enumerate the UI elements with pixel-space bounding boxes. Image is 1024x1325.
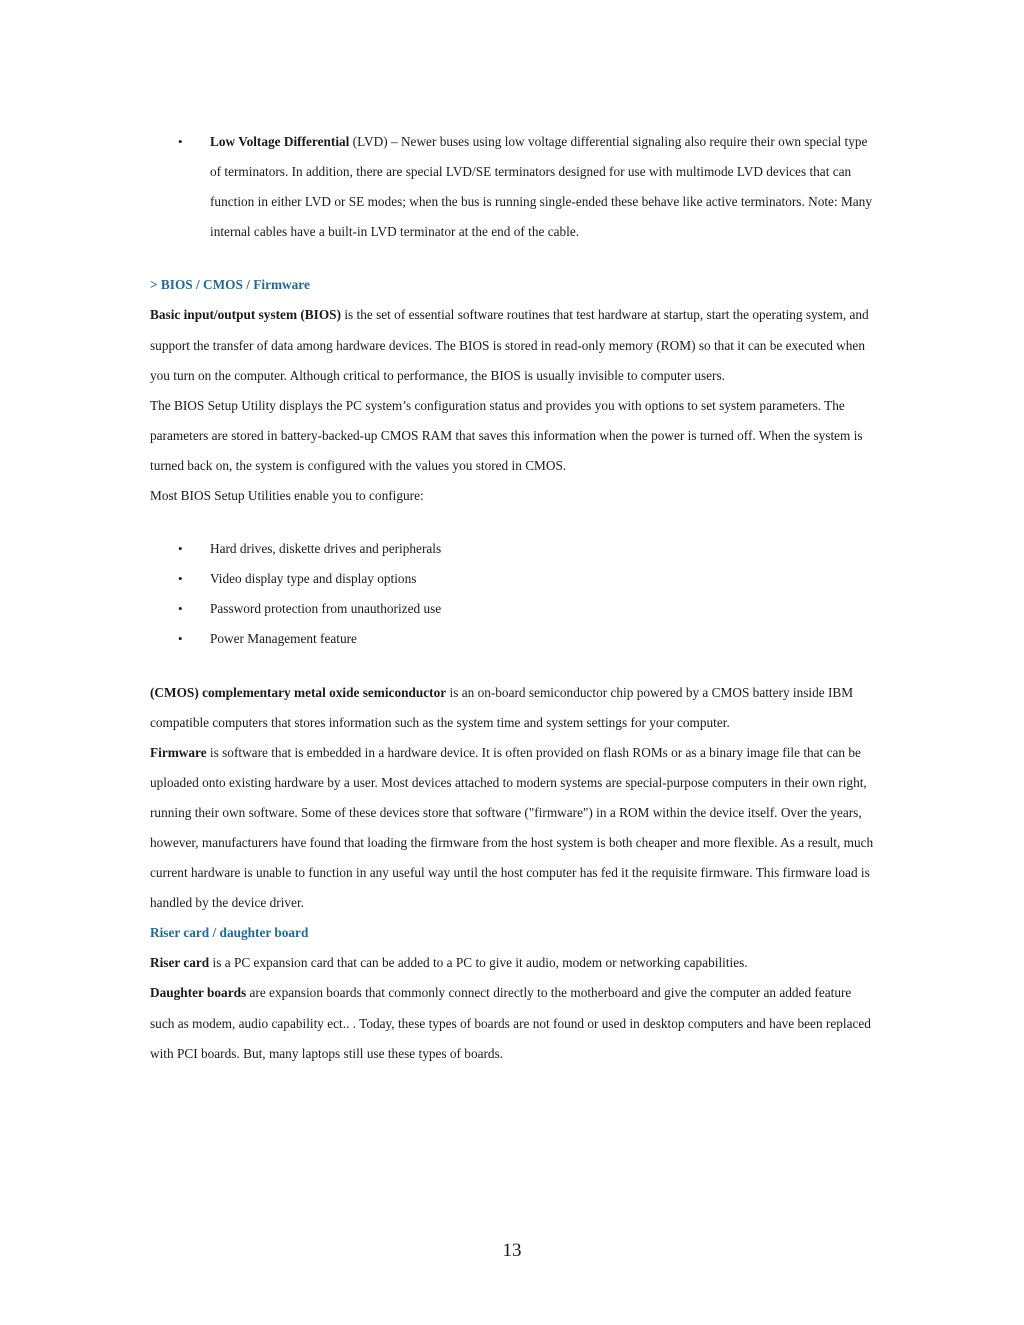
bios-configure-intro: Most BIOS Setup Utilities enable you to configure: [150,488,424,504]
bullet-icon: • [178,541,183,557]
configure-item-text: Password protection from unauthorized use [210,601,442,617]
lvd-term: Low Voltage Differential [210,134,350,149]
document-page [150,127,874,1069]
bios-setup-paragraph: The BIOS Setup Utility displays the PC system’s configuration status and provides you with options to set system parameters. The parameters are stored in battery-backed-up CMOS RAM that saves this information when the power is turned off. When the system is turned back on, the system is configured with the values you stored in CMOS. [150,397,863,473]
bullet-icon: • [178,571,183,587]
daughter-definition [150,978,874,1068]
daughter-term: Daughter boards [150,985,247,1001]
configure-item [150,594,874,624]
riser-term: Riser card [150,955,210,971]
configure-item [150,564,874,594]
lvd-bullet [150,127,874,247]
cmos-text: is an on-board semiconductor chip powered by a CMOS battery inside IBM compatible computers that stores information such as the system time and system settings for your computer. [150,684,854,730]
firmware-definition [150,738,874,919]
configure-item-text: Video display type and display options [210,571,417,587]
page-number: 13 [502,1240,522,1261]
lvd-text: (LVD) – Newer buses using low voltage differential signaling also require their own special type of terminators. In addition, there are special LVD/SE terminators designed for use with multimode LVD devices that can function in either LVD or SE modes; when the bus is running single-ended these behave like active terminators. Note: Many internal cables have a built-in LVD terminator at the end of the cable. [210,134,872,240]
bullet-icon: • [178,134,183,149]
firmware-text: is software that is embedded in a hardware device. It is often provided on flash ROMs or as a binary image file that can be uploaded onto existing hardware by a user. Most devices attached to modern systems are special-purpose computers in their own right, running their own software. Some of these devices store that software ("firmware") in a ROM within the device itself. Over the years, however, manufacturers have found that loading the firmware from the host system is both cheaper and more flexible. As a result, much current hardware is unable to function in any useful way until the host computer has fed it the requisite firmware. This firmware load is handled by the device driver. [150,744,874,911]
bullet-icon: • [178,601,183,617]
riser-text: is a PC expansion card that can be added to a PC to give it audio, modem or networking capabilities. [209,955,748,971]
daughter-text: are expansion boards that commonly connect directly to the motherboard and give the computer an added feature such as modem, audio capability ect.. . Today, these types of boards are not found or used in desktop computers and have been replaced with PCI boards. But, many laptops still use these types of boards. [150,985,871,1061]
configure-item-text: Power Management feature [210,631,357,647]
configure-item [150,624,874,654]
bios-term: Basic input/output system (BIOS) [150,307,341,323]
configure-item-text: Hard drives, diskette drives and peripherals [210,541,442,557]
cmos-term: (CMOS) complementary metal oxide semiconductor [150,684,447,700]
riser-definition [150,948,874,978]
bullet-icon: • [178,631,183,647]
cmos-definition [150,678,874,738]
bios-definition [150,300,874,390]
configure-item [150,534,874,564]
bios-section-heading: > BIOS / CMOS / Firmware [150,277,310,293]
firmware-term: Firmware [150,744,207,760]
riser-section-heading: Riser card / daughter board [150,925,309,941]
bios-text: is the set of essential software routines that test hardware at startup, start the operating system, and support the transfer of data among hardware devices. The BIOS is stored in read-only memory (ROM) so that it can be executed when you turn on the computer. Although critical to performance, the BIOS is usually invisible to computer users. [150,307,869,383]
